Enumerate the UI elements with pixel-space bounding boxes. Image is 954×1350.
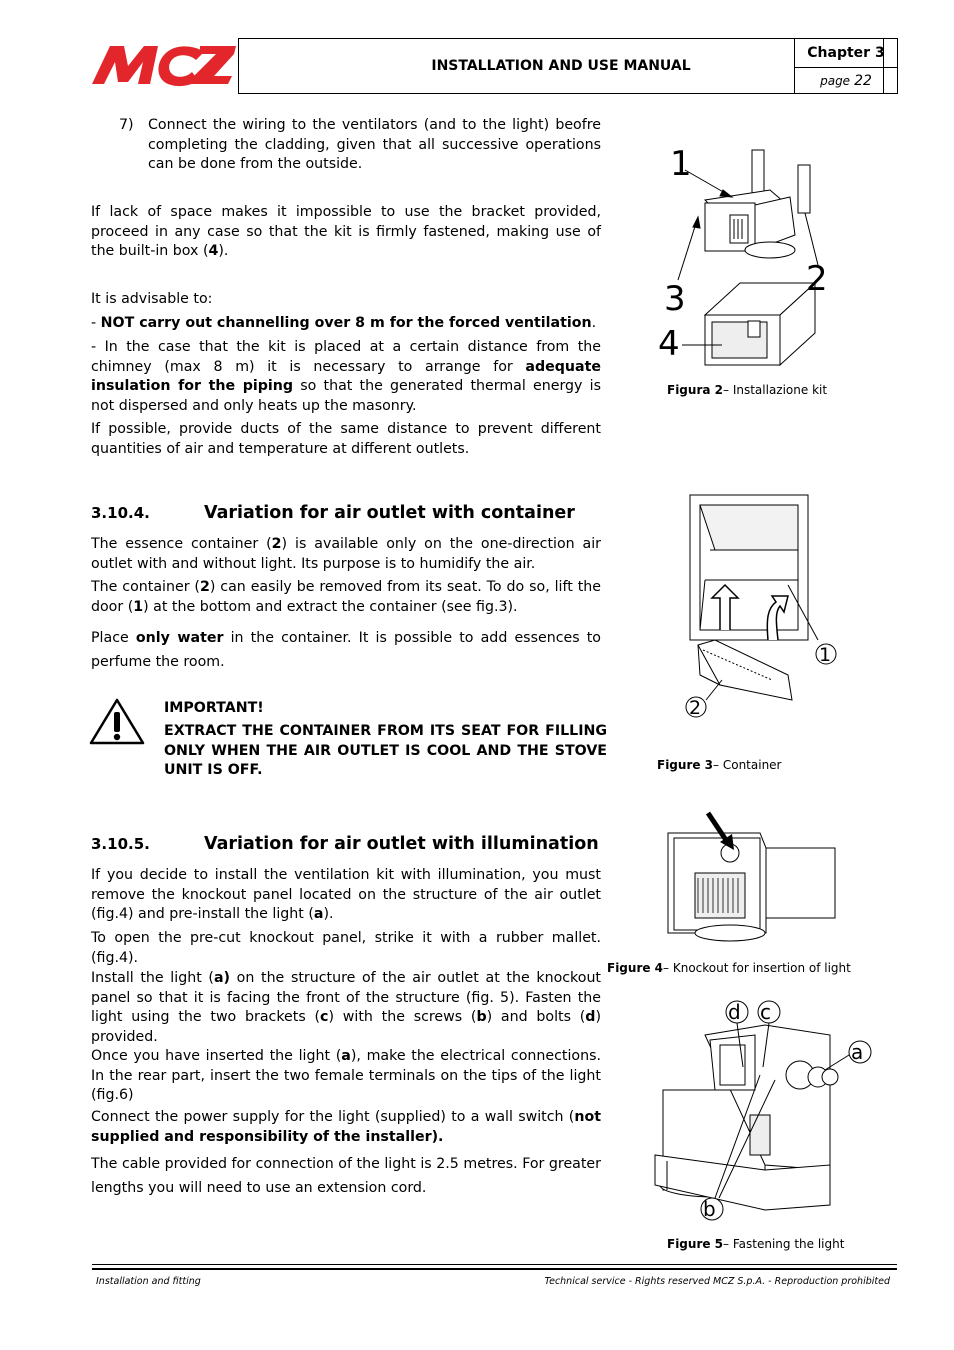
section-title: Variation for air outlet with illumination [204,834,599,854]
illumination-paragraph-5: Connect the power supply for the light (supplied) to a wall switch (not supplied and responsibility of the installer). [91,1109,601,1145]
fig3-callout-2: 2 [689,697,702,719]
brand-text: MCZ [88,38,91,39]
container-paragraph-2: The container (2) can easily be removed from its seat. To do so, lift the door (1) at the bottom and extract the container (see fig.3). [91,579,602,615]
warning-text: EXTRACT THE CONTAINER FROM ITS SEAT FOR FILLING ONLY WHEN THE AIR OUTLET IS COOL AND THE STOVE UNIT IS OFF. [164,723,607,778]
figure-2-caption: Figura 2– Installazione kit [667,383,828,397]
section-3104-heading [91,503,575,523]
figure-3-caption: Figure 3– Container [657,758,782,772]
warning-title: IMPORTANT! [164,700,264,716]
fig5-callout-c: c [760,1000,771,1024]
figure-4-caption: Figure 4– Knockout for insertion of light [607,961,851,975]
page-header [88,38,898,94]
page-number: 22 [854,72,872,89]
figure-4-illustration [660,808,840,952]
manual-title: INSTALLATION AND USE MANUAL [238,38,884,94]
fig5-callout-a: a [851,1040,864,1064]
footer-right: Technical service - Rights reserved MCZ S.p.A. - Reproduction prohibited [544,1276,890,1287]
warning-triangle-icon [88,697,146,751]
illumination-paragraph-4: Once you have inserted the light (a), make the electrical connections. In the rear part, insert the two female terminals on the tips of the light (fig.6) [91,1048,601,1103]
figure-2-illustration [650,135,850,374]
page-label: page [820,73,851,88]
footer-rule-thick [92,1268,897,1270]
section-3105-heading [91,834,599,854]
section-number: 3.10.5. [91,835,150,853]
section-number: 3.10.4. [91,504,150,522]
fig5-callout-d: d [728,1000,741,1024]
step-7-text: Connect the wiring to the ventilators (and to the light) beofre completing the cladding, given that all successive operations can be done from the outside. [148,117,601,172]
advisable-text: It is advisable to: [91,291,213,307]
illumination-paragraph-3: Install the light (a) on the structure of the air outlet at the knockout panel so that it is facing the front of the structure (fig. 5). Fasten the light using the two brackets (c) with the screws (b) and bolts (d) provided. [91,970,601,1045]
container-paragraph-3: Place only water in the container. It is possible to add essences to perfume the room. [91,630,601,670]
advice-bullet-2: - In the case that the kit is placed at a certain distance from the chimney (max 8 m) it is necessary to arrange for adequate insulation for the piping so that the generated thermal energy is not dispersed and only heats up the masonry. [91,339,601,414]
ducts-paragraph: If possible, provide ducts of the same distance to prevent different quantities of air and temperature at different outlets. [91,421,601,457]
lack-of-space-paragraph: If lack of space makes it impossible to use the bracket provided, proceed in any case so that the kit is firmly fastened, making use of the built-in box (4). [91,204,601,259]
advice-bullet-1: - NOT carry out channelling over 8 m for the forced ventilation. [91,315,597,331]
fig2-callout-3: 3 [664,279,686,319]
figure-3-illustration [680,490,845,729]
fig2-callout-1: 1 [670,144,692,184]
illumination-paragraph-6: The cable provided for connection of the light is 2.5 metres. For greater lengths you will need to use an extension cord. [91,1156,601,1196]
figure-5-caption: Figure 5– Fastening the light [667,1237,845,1251]
mcz-logo [88,38,238,94]
fig5-callout-b: b [703,1197,716,1221]
footer-rule [92,1264,897,1265]
fig2-callout-4: 4 [658,324,680,364]
container-paragraph-1: The essence container (2) is available only on the one-direction air outlet with and without light. Its purpose is to humidify the air. [91,536,602,572]
illumination-paragraph-2: To open the pre-cut knockout panel, strike it with a rubber mallet. (fig.4). [91,930,601,966]
footer-left: Installation and fitting [96,1276,201,1287]
illumination-paragraph-1: If you decide to install the ventilation kit with illumination, you must remove the knockout panel located on the structure of the air outlet (fig.4) and pre-install the light (a). [91,867,601,922]
fig3-callout-1: 1 [819,644,832,666]
figure-5-illustration [645,995,875,1229]
page-indicator [795,68,897,93]
chapter-box [794,38,898,94]
fig2-callout-2: 2 [806,259,828,299]
section-title: Variation for air outlet with container [204,503,575,523]
step-number: 7) [119,117,134,133]
chapter-label: Chapter 3 [795,39,897,68]
